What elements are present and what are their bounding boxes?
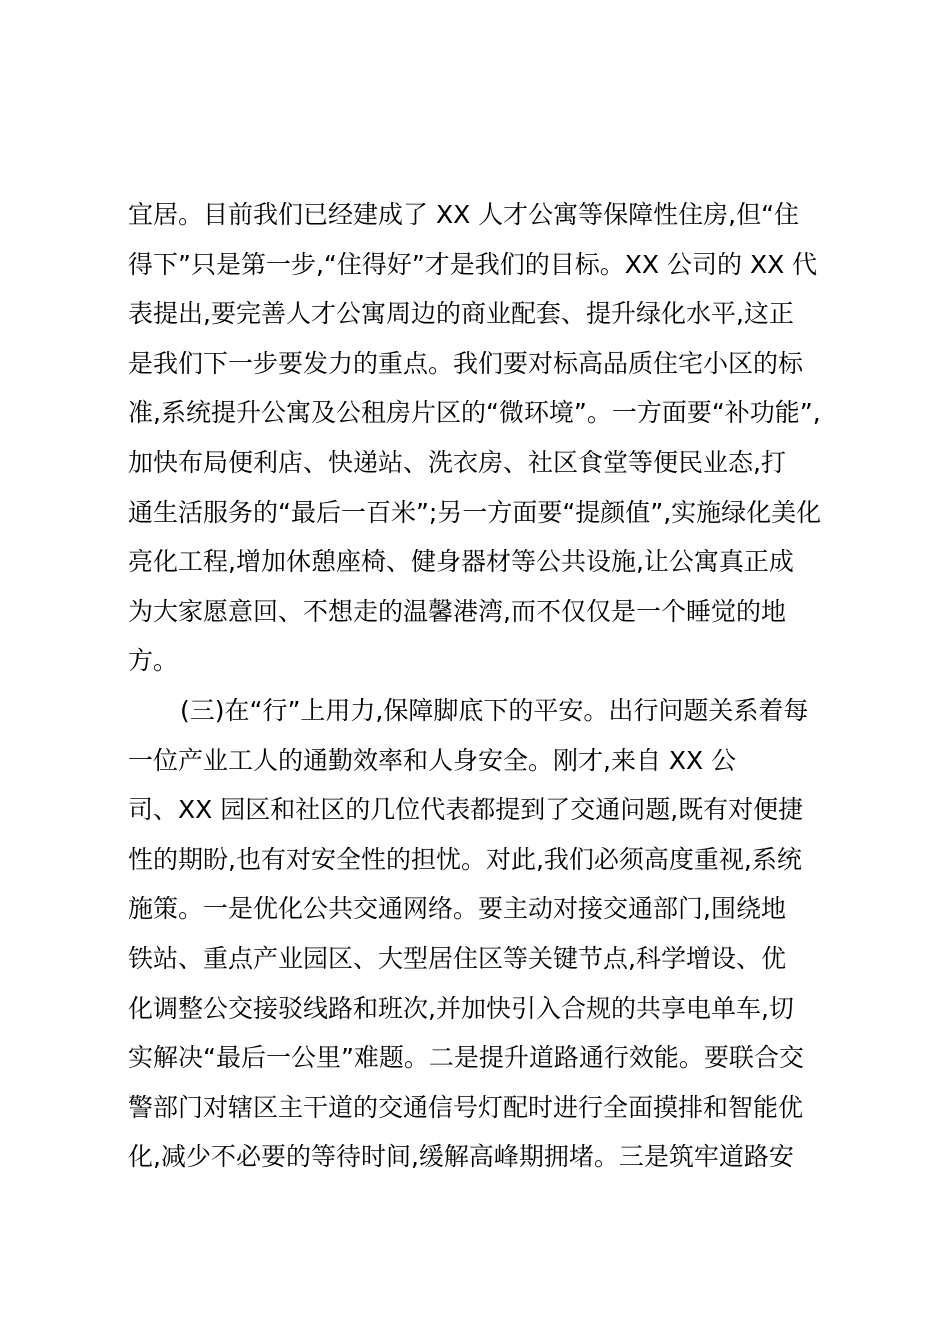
text-line: 化,减少不必要的等待时间,缓解高峰期拥堵。三是筑牢道路安 [128, 1142, 794, 1172]
text-line: 是我们下一步要发力的重点。我们要对标高品质住宅小区的标 [128, 348, 804, 378]
paragraph-housing [128, 190, 828, 686]
text-line: 警部门对辖区主干道的交通信号灯配时进行全面摸排和智能优 [128, 1092, 804, 1122]
text-line: 得下”只是第一步,“住得好”才是我们的目标。XX 公司的 XX 代 [128, 249, 818, 279]
text-line: 方。 [128, 646, 179, 676]
text-line: 司、XX 园区和社区的几位代表都提到了交通问题,既有对便捷 [128, 795, 804, 825]
text-line: 亮化工程,增加休憩座椅、健身器材等公共设施,让公寓真正成 [128, 547, 794, 577]
text-line: 实解决“最后一公里”难题。二是提升道路通行效能。要联合交 [128, 1043, 804, 1073]
text-line: 铁站、重点产业园区、大型居住区等关键节点,科学增设、优 [128, 943, 786, 973]
text-line: 准,系统提升公寓及公租房片区的“微环境”。一方面要“补功能”, [128, 398, 821, 428]
text-line: 表提出,要完善人才公寓周边的商业配套、提升绿化水平,这正 [128, 299, 794, 329]
text-line: 一位产业工人的通勤效率和人身安全。刚才,来自 XX 公 [128, 745, 737, 775]
text-line: 加快布局便利店、快递站、洗衣房、社区食堂等便民业态,打 [128, 447, 786, 477]
section-heading-line: (三)在“行”上用力,保障脚底下的平安。出行问题关系着每 [180, 695, 809, 725]
text-line: 宜居。目前我们已经建成了 XX 人才公寓等保障性住房,但“住 [128, 200, 800, 229]
text-line: 性的期盼,也有对安全性的担忧。对此,我们必须高度重视,系统 [128, 844, 802, 874]
text-line: 通生活服务的“最后一百米”;另一方面要“提颜值”,实施绿化美化 [128, 497, 822, 527]
text-line: 施策。一是优化公共交通网络。要主动对接交通部门,围绕地 [128, 894, 786, 924]
text-line: 为大家愿意回、不想走的温馨港湾,而不仅仅是一个睡觉的地 [128, 596, 786, 626]
text-line: 化调整公交接驳线路和班次,并加快引入合规的共享电单车,切 [128, 993, 794, 1023]
paragraph-transport [128, 686, 828, 1182]
body-text [128, 190, 828, 1182]
